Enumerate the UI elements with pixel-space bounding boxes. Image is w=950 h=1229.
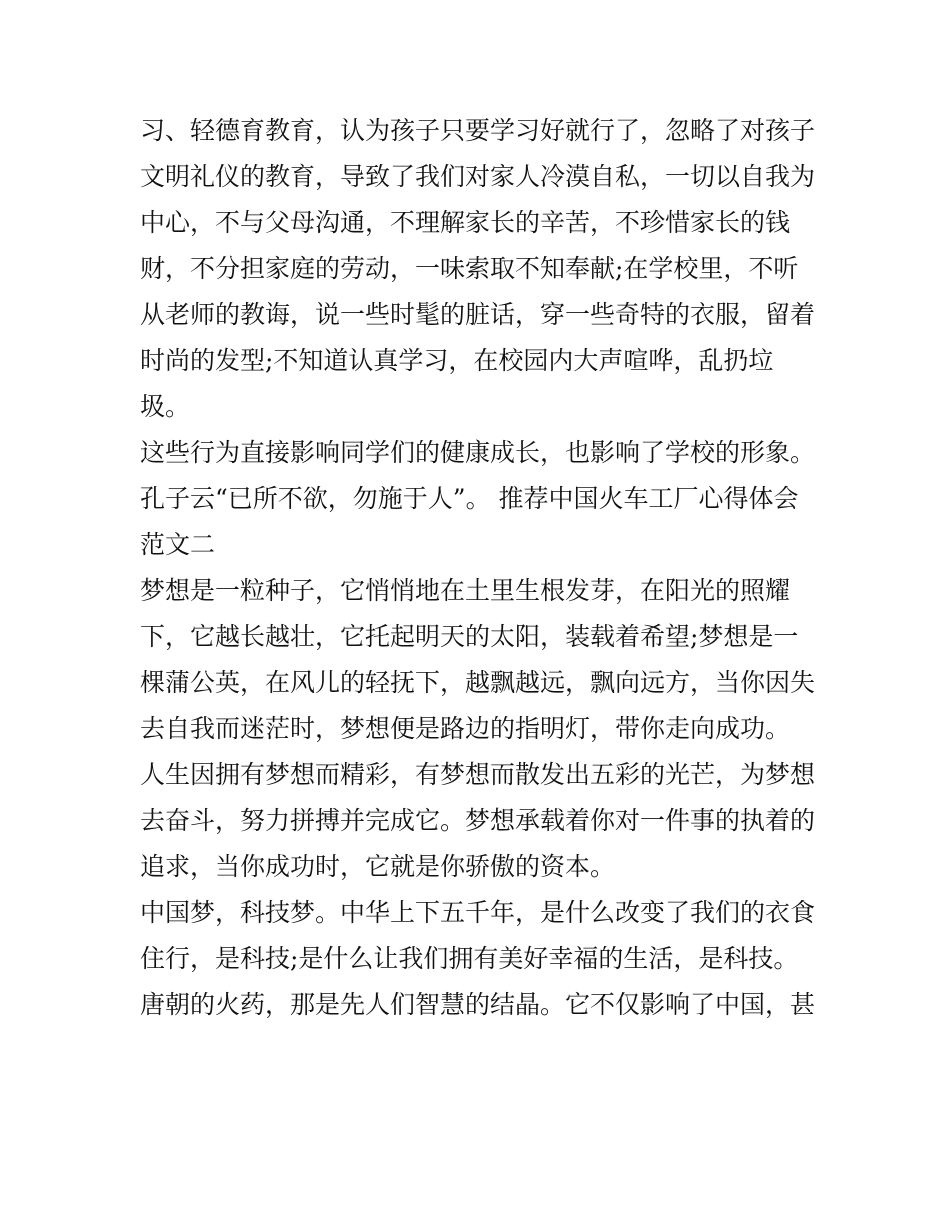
text-line: 孔子云“已所不欲，勿施于人”。 推荐中国火车工厂心得体会	[140, 484, 799, 513]
text-line: 唐朝的火药，那是先人们智慧的结晶。它不仅影响了中国，甚	[140, 990, 816, 1019]
text-line: 去自我而迷茫时，梦想便是路边的指明灯，带你走向成功。	[140, 714, 791, 743]
text-line: 习、轻德育教育，认为孩子只要学习好就行了，忽略了对孩子	[140, 116, 816, 145]
text-line: 中国梦，科技梦。中华上下五千年，是什么改变了我们的衣食	[140, 898, 816, 927]
text-line: 时尚的发型;不知道认真学习，在校园内大声喧哗，乱扔垃	[140, 346, 774, 375]
text-line: 人生因拥有梦想而精彩，有梦想而散发出五彩的光芒，为梦想	[140, 760, 816, 789]
text-line: 这些行为直接影响同学们的健康成长，也影响了学校的形象。	[140, 438, 816, 467]
text-line: 追求，当你成功时，它就是你骄傲的资本。	[140, 852, 616, 881]
text-line: 中心，不与父母沟通，不理解家长的辛苦，不珍惜家长的钱	[140, 208, 791, 237]
section-heading: 范文二	[140, 530, 216, 559]
text-line: 圾。	[140, 392, 191, 421]
text-line: 文明礼仪的教育，导致了我们对家人冷漠自私，一切以自我为	[140, 162, 816, 191]
document-body	[140, 108, 830, 1028]
text-line: 从老师的教诲，说一些时髦的脏话，穿一些奇特的衣服，留着	[140, 300, 816, 329]
text-line: 住行，是科技;是什么让我们拥有美好幸福的生活，是科技。	[140, 944, 799, 973]
text-line: 财，不分担家庭的劳动，一味索取不知奉献;在学校里，不听	[140, 254, 799, 283]
text-line: 梦想是一粒种子，它悄悄地在土里生根发芽，在阳光的照耀	[140, 576, 791, 605]
text-line: 棵蒲公英，在风儿的轻抚下，越飘越远，飘向远方，当你因失	[140, 668, 816, 697]
text-line: 去奋斗，努力拼搏并完成它。梦想承载着你对一件事的执着的	[140, 806, 816, 835]
text-line: 下，它越长越壮，它托起明天的太阳，装载着希望;梦想是一	[140, 622, 799, 651]
